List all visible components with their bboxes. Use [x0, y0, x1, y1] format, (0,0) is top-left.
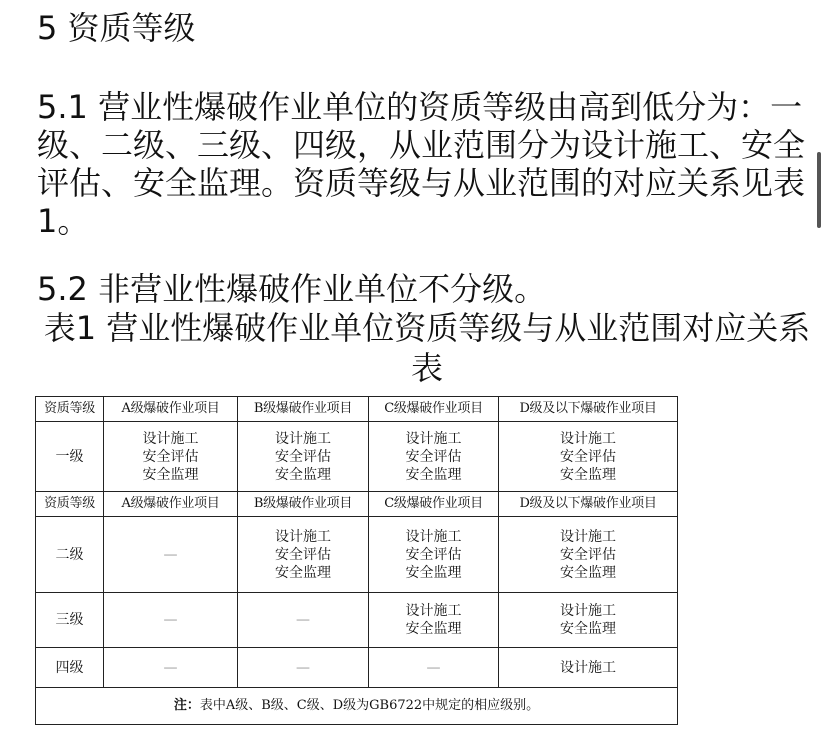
- empty-cell: —: [238, 648, 369, 688]
- table-row: [36, 648, 678, 688]
- grade-cell: 四级: [36, 648, 104, 688]
- scope-cell: 设计施工: [499, 648, 678, 688]
- header-cell: A级爆破作业项目: [104, 397, 238, 422]
- header-cell: A级爆破作业项目: [104, 492, 238, 517]
- scope-cell: 设计施工 安全评估 安全监理: [369, 517, 499, 593]
- scope-cell: 设计施工 安全评估 安全监理: [499, 422, 678, 492]
- table-note: [36, 688, 678, 725]
- note-text: 表中A级、B级、C级、D级为GB6722中规定的相应级别。: [199, 698, 540, 713]
- header-cell: D级及以下爆破作业项目: [499, 492, 678, 517]
- scope-cell: 设计施工 安全监理: [499, 593, 678, 648]
- scope-cell: 设计施工 安全评估 安全监理: [499, 517, 678, 593]
- table-header-row: [36, 492, 678, 517]
- empty-cell: —: [104, 648, 238, 688]
- header-cell: B级爆破作业项目: [238, 492, 369, 517]
- header-cell: C级爆破作业项目: [369, 492, 499, 517]
- table-row: [36, 422, 678, 492]
- note-label: 注：: [173, 698, 200, 713]
- scope-cell: 设计施工 安全监理: [369, 593, 499, 648]
- paragraph-5-2: 5.2 非营业性爆破作业单位不分级。: [37, 270, 547, 308]
- table-caption: 表1 营业性爆破作业单位资质等级与从业范围对应关系表: [43, 309, 811, 387]
- empty-cell: —: [104, 517, 238, 593]
- empty-cell: —: [238, 593, 369, 648]
- scope-cell: 设计施工 安全评估 安全监理: [238, 422, 369, 492]
- scope-cell: 设计施工 安全评估 安全监理: [104, 422, 238, 492]
- grade-scope-table: [35, 396, 678, 725]
- table-header-row: [36, 397, 678, 422]
- grade-cell: 三级: [36, 593, 104, 648]
- paragraph-5-1: 5.1 营业性爆破作业单位的资质等级由高到低分为：一级、二级、三级、四级，从业范围分为设计施工、安全评估、安全监理。资质等级与从业范围的对应关系见表1。: [37, 88, 806, 240]
- header-cell: D级及以下爆破作业项目: [499, 397, 678, 422]
- section-title: 5 资质等级: [37, 9, 196, 47]
- table-row: [36, 593, 678, 648]
- table-row: [36, 517, 678, 593]
- header-cell: 资质等级: [36, 397, 104, 422]
- grade-cell: 二级: [36, 517, 104, 593]
- header-cell: C级爆破作业项目: [369, 397, 499, 422]
- empty-cell: —: [104, 593, 238, 648]
- table-note-row: [36, 688, 678, 725]
- empty-cell: —: [369, 648, 499, 688]
- grade-cell: 一级: [36, 422, 104, 492]
- header-cell: 资质等级: [36, 492, 104, 517]
- scope-cell: 设计施工 安全评估 安全监理: [369, 422, 499, 492]
- header-cell: B级爆破作业项目: [238, 397, 369, 422]
- scrollbar[interactable]: [817, 152, 821, 228]
- scope-cell: 设计施工 安全评估 安全监理: [238, 517, 369, 593]
